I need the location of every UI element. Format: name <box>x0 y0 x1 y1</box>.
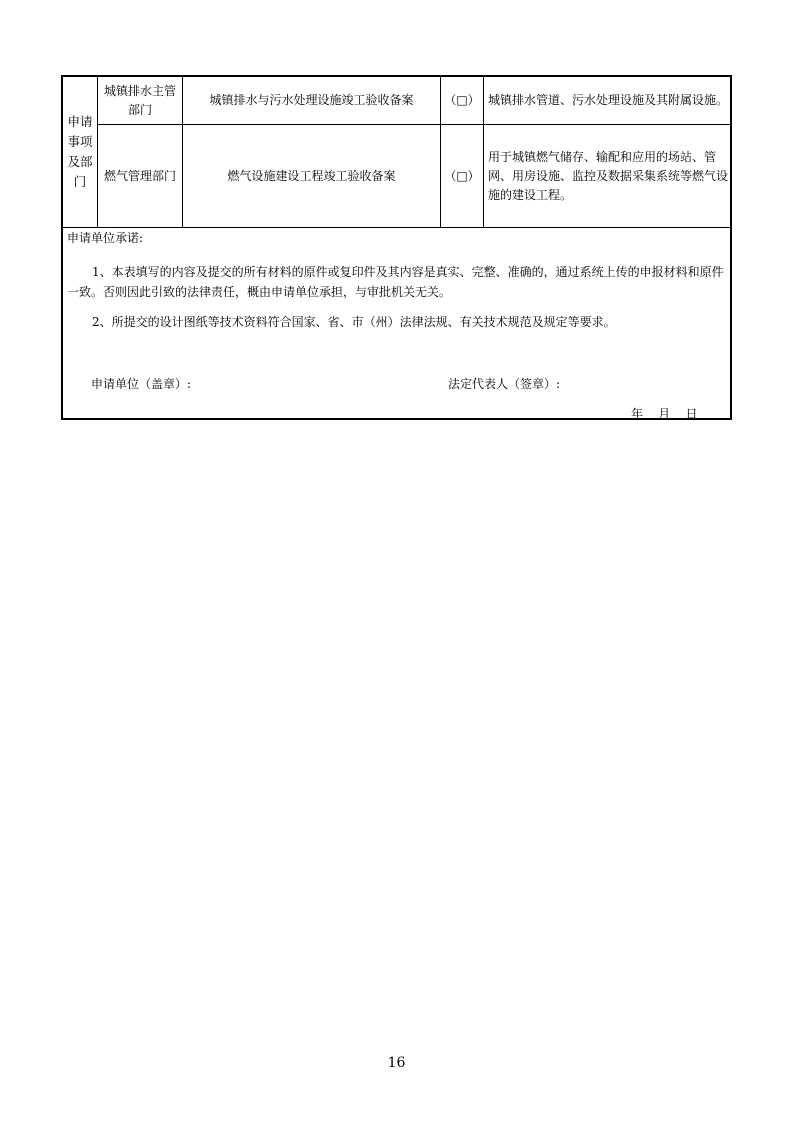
description-cell <box>484 125 732 227</box>
pledge-title: 申请单位承诺: <box>67 231 144 245</box>
side-label <box>63 77 97 227</box>
applicant-seal-label: 申请单位（盖章）: <box>91 377 192 391</box>
checkbox-cell[interactable] <box>441 77 483 124</box>
divider <box>63 227 732 228</box>
checkbox-text[interactable]: （□） <box>444 93 480 107</box>
department-cell <box>98 125 182 227</box>
item-cell <box>183 125 440 227</box>
department-cell <box>98 77 182 124</box>
page-number: 16 <box>387 1055 406 1071</box>
date-label: 年 月 日 <box>631 407 698 421</box>
pledge-paragraph-2: 2、所提交的设计图纸等技术资料符合国家、省、市（州）法律法规、有关技术规范及规定等要求。 <box>92 315 616 329</box>
description-text: 城镇排水管道、污水处理设施及其附属设施。 <box>488 93 729 107</box>
side-label-text: 申请事项及部门 <box>67 114 93 189</box>
application-form-table <box>61 75 732 420</box>
pledge-paragraph-1: 1、本表填写的内容及提交的所有材料的原件或复印件及其内容是真实、完整、准确的，通过系统上传的申报材料和原件一致。否则因此引致的法律责任，概由申请单位承担，与审批机关无关。 <box>67 265 724 299</box>
description-cell <box>484 77 732 124</box>
department-text: 城镇排水主管部门 <box>103 83 176 117</box>
item-text: 城镇排水与污水处理设施竣工验收备案 <box>209 93 414 107</box>
description-text: 用于城镇燃气储存、输配和应用的场站、管网、用房设施、监控及数据采集系统等燃气设施的建设工程。 <box>488 149 729 202</box>
legal-representative-label: 法定代表人（签章）: <box>448 377 561 391</box>
checkbox-cell[interactable] <box>441 125 483 227</box>
item-text: 燃气设施建设工程竣工验收备案 <box>227 168 396 183</box>
department-text: 燃气管理部门 <box>103 168 176 183</box>
item-cell <box>183 77 440 124</box>
checkbox-text[interactable]: （□） <box>444 168 480 183</box>
